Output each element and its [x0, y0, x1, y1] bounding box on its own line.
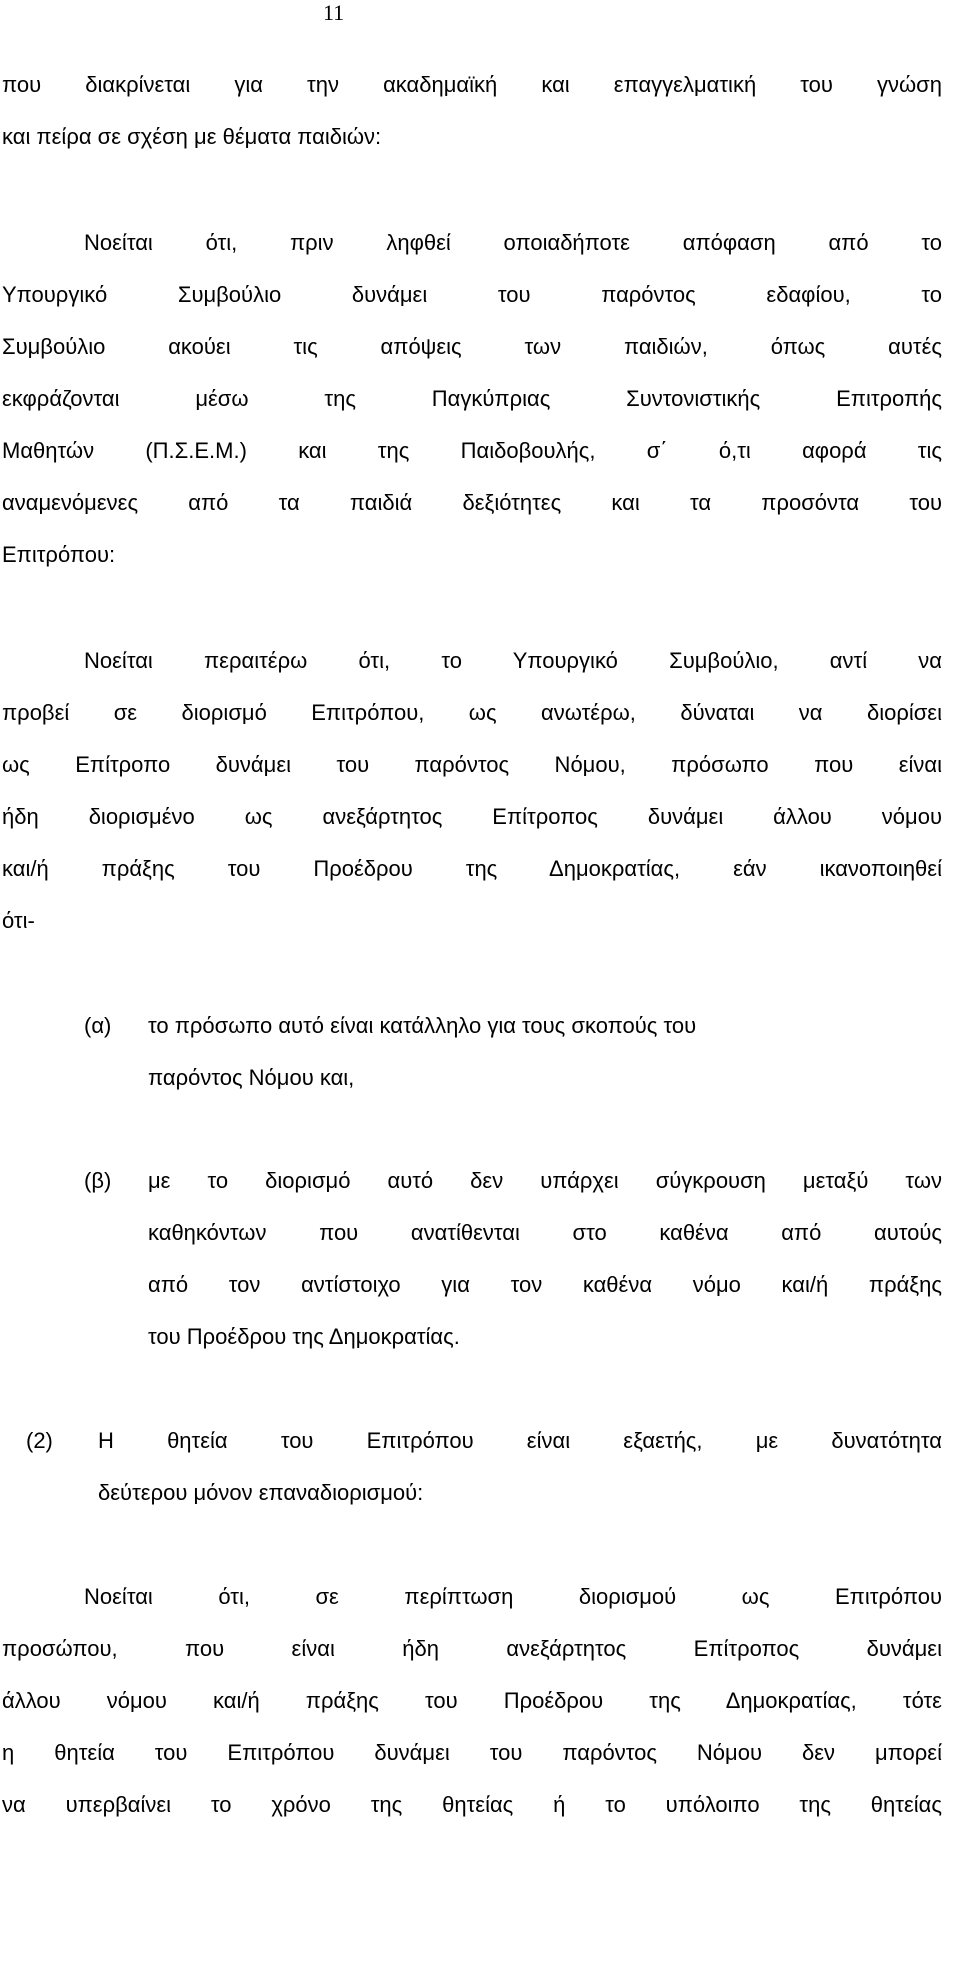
item-marker: (α) — [84, 1013, 112, 1038]
text-line: και πείρα σε σχέση με θέματα παιδιών: — [2, 124, 382, 149]
text-line: που διακρίνεται για την ακαδημαϊκή και επαγγελματική του γνώση — [2, 72, 942, 97]
text-line: ότι- — [2, 908, 35, 933]
text-line: εκφράζονται μέσω της Παγκύπριας Συντονιστικής Επιτροπής — [2, 386, 942, 411]
text-line: Υπουργικό Συμβούλιο δυνάμει του παρόντος εδαφίου, το — [2, 282, 942, 307]
page-number: 11 — [323, 0, 345, 25]
text-line: και/ή πράξης του Προέδρου της Δημοκρατίας, εάν ικανοποιηθεί — [2, 856, 942, 881]
text-line: Νοείται ότι, πριν ληφθεί οποιαδήποτε απόφαση από το — [84, 230, 942, 255]
text-line: να υπερβαίνει το χρόνο της θητείας ή το υπόλοιπο της θητείας — [2, 1792, 942, 1817]
text-line: καθηκόντων που ανατίθενται στο καθένα από αυτούς — [148, 1220, 942, 1245]
text-line: η θητεία του Επιτρόπου δυνάμει του παρόντος Νόμου δεν μπορεί — [2, 1740, 942, 1765]
text-line: του Προέδρου της Δημοκρατίας. — [148, 1324, 460, 1349]
text-line: παρόντος Νόμου και, — [148, 1065, 355, 1090]
text-line: Η θητεία του Επιτρόπου είναι εξαετής, με δυνατότητα — [98, 1428, 942, 1453]
text-line: αναμενόμενες από τα παιδιά δεξιότητες και τα προσόντα του — [2, 490, 942, 515]
section-marker: (2) — [26, 1428, 53, 1453]
text-line: δεύτερου μόνον επαναδιορισμού: — [98, 1480, 424, 1505]
text-line: προσώπου, που είναι ήδη ανεξάρτητος Επίτροπος δυνάμει — [2, 1636, 942, 1661]
text-line: Επιτρόπου: — [2, 542, 116, 567]
text-line: το πρόσωπο αυτό είναι κατάλληλο για τους σκοπούς του — [148, 1013, 697, 1038]
text-line: Νοείται ότι, σε περίπτωση διορισμού ως Επιτρόπου — [84, 1584, 942, 1609]
text-line: από τον αντίστοιχο για τον καθένα νόμο και/ή πράξης — [148, 1272, 942, 1297]
text-line: ως Επίτροπο δυνάμει του παρόντος Νόμου, πρόσωπο που είναι — [2, 752, 942, 777]
text-line: ήδη διορισμένο ως ανεξάρτητος Επίτροπος δυνάμει άλλου νόμου — [2, 804, 942, 829]
text-line: άλλου νόμου και/ή πράξης του Προέδρου της Δημοκρατίας, τότε — [2, 1688, 942, 1713]
text-line: με το διορισμό αυτό δεν υπάρχει σύγκρουση μεταξύ των — [148, 1168, 942, 1193]
text-line: Νοείται περαιτέρω ότι, το Υπουργικό Συμβούλιο, αντί να — [84, 648, 942, 673]
item-marker: (β) — [84, 1168, 112, 1193]
text-line: Συμβούλιο ακούει τις απόψεις των παιδιών, όπως αυτές — [2, 334, 942, 359]
text-line: προβεί σε διορισμό Επιτρόπου, ως ανωτέρω, δύναται να διορίσει — [2, 700, 942, 725]
text-line: Μαθητών (Π.Σ.Ε.Μ.) και της Παιδοβουλής, σ΄ ό,τι αφορά τις — [2, 438, 942, 463]
